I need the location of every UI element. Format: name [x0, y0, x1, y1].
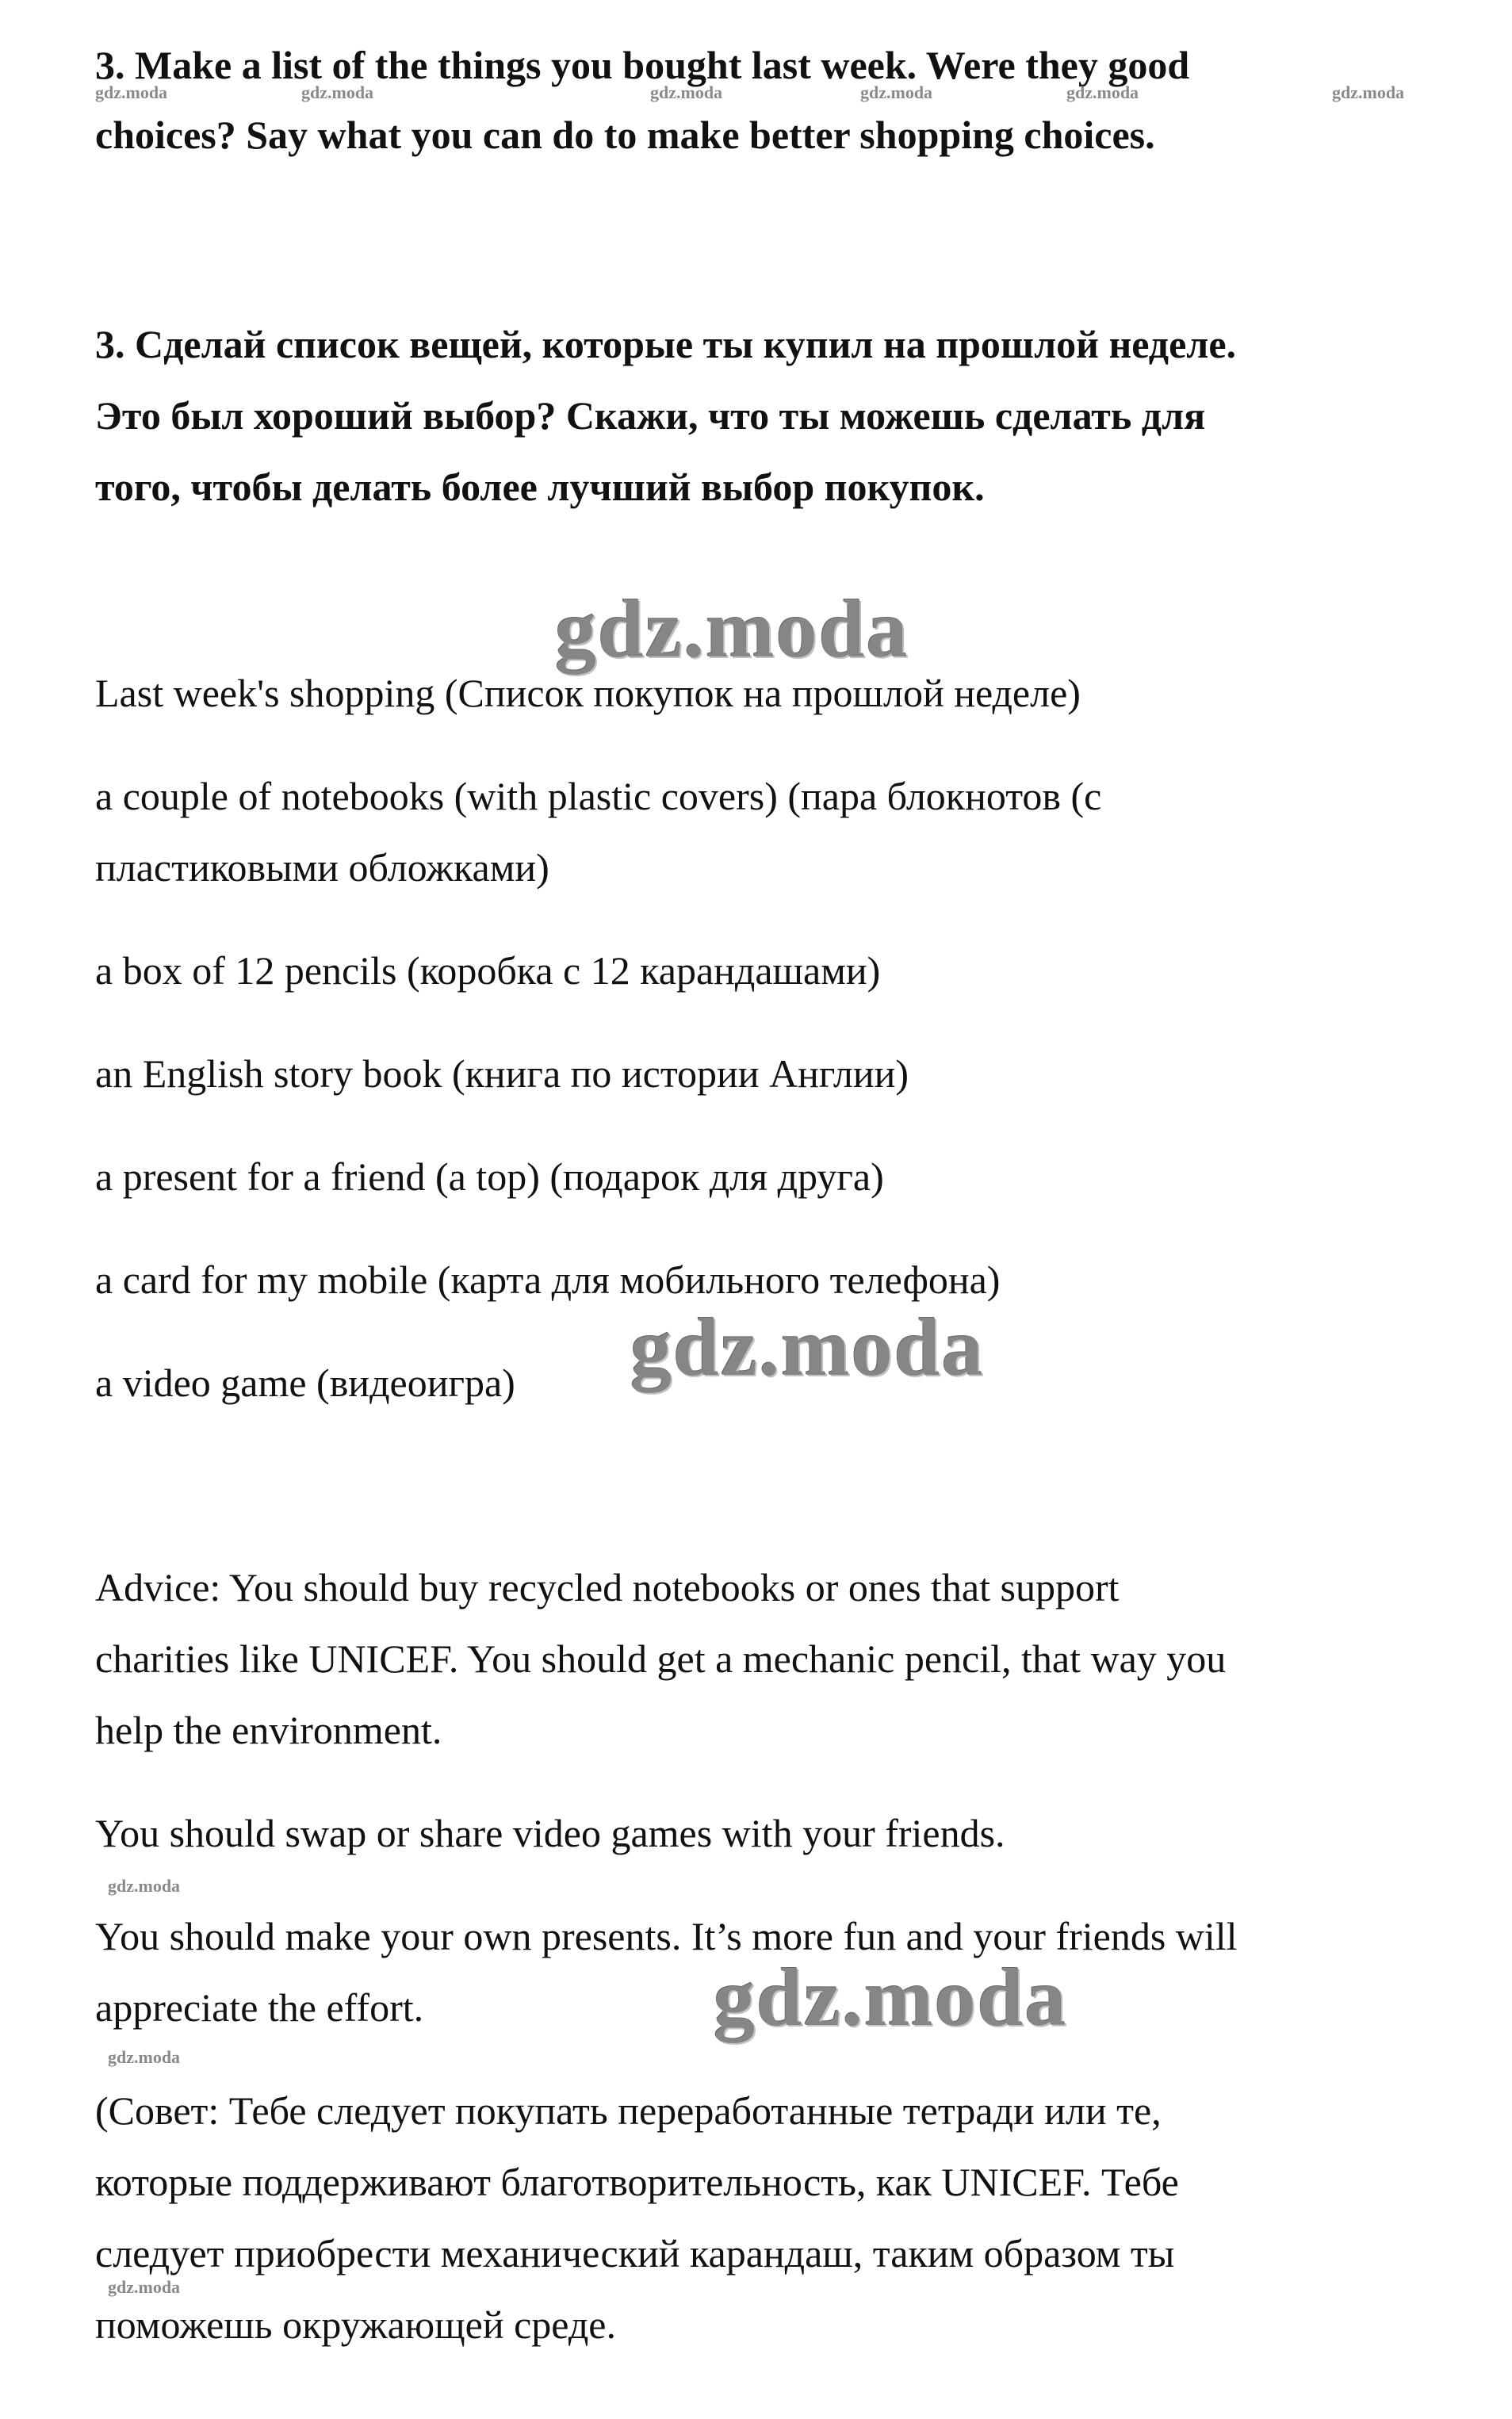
shopping-item: пластиковыми обложками) — [95, 845, 549, 890]
watermark-small: gdz.moda — [108, 2047, 181, 2067]
advice-line: appreciate the effort. — [95, 1985, 424, 2030]
shopping-item: a card for my mobile (карта для мобильного телефона) — [95, 1257, 1001, 1302]
task-ru-line-2: Это был хороший выбор? Скажи, что ты можешь сделать для — [95, 393, 1206, 438]
shopping-item: a video game (видеоигра) — [95, 1361, 515, 1405]
watermark-small: gdz.moda — [108, 2277, 181, 2297]
watermark-large: gdz.moda — [555, 584, 909, 675]
watermark-small: gdz.moda — [301, 82, 374, 102]
shopping-item: an English story book (книга по истории Англии) — [95, 1051, 909, 1096]
watermark-small: gdz.moda — [1066, 82, 1139, 102]
shopping-heading: Last week's shopping (Список покупок на прошлой неделе) — [95, 671, 1081, 715]
shopping-item: a couple of notebooks (with plastic covers) (пара блокнотов (с — [95, 774, 1102, 818]
watermark-large: gdz.moda — [714, 1952, 1068, 2043]
watermark-small: gdz.moda — [650, 82, 723, 102]
task-en-line-2: choices? Say what you can do to make better shopping choices. — [95, 113, 1155, 157]
advice-ru-line: (Совет: Тебе следует покупать переработанные тетради или те, — [95, 2088, 1162, 2133]
advice-line: Advice: You should buy recycled notebooks or ones that support — [95, 1565, 1120, 1609]
advice-line: You should swap or share video games with your friends. — [95, 1811, 1005, 1855]
watermark-small: gdz.moda — [860, 82, 933, 102]
advice-line: charities like UNICEF. You should get a mechanic pencil, that way you — [95, 1636, 1227, 1681]
shopping-item: a box of 12 pencils (коробка с 12 карандашами) — [95, 948, 881, 993]
task-ru-line-3: того, чтобы делать более лучший выбор покупок. — [95, 465, 985, 509]
advice-line: You should make your own presents. It’s more fun and your friends will — [95, 1914, 1238, 1958]
advice-ru-line: которые поддерживают благотворительность, как UNICEF. Тебе — [95, 2160, 1179, 2204]
watermark-large: gdz.moda — [630, 1302, 985, 1393]
watermark-small: gdz.moda — [108, 1876, 181, 1896]
watermark-small: gdz.moda — [95, 82, 168, 102]
task-ru-line-1: 3. Сделай список вещей, которые ты купил на прошлой неделе. — [95, 322, 1237, 366]
advice-ru-line: следует приобрести механический карандаш, таким образом ты — [95, 2231, 1175, 2275]
advice-ru-line: поможешь окружающей среде. — [95, 2302, 616, 2347]
shopping-item: a present for a friend (a top) (подарок для друга) — [95, 1154, 884, 1199]
task-en-line-1: 3. Make a list of the things you bought last week. Were they good — [95, 43, 1190, 87]
advice-line: help the environment. — [95, 1708, 442, 1752]
watermark-small: gdz.moda — [1332, 82, 1405, 102]
